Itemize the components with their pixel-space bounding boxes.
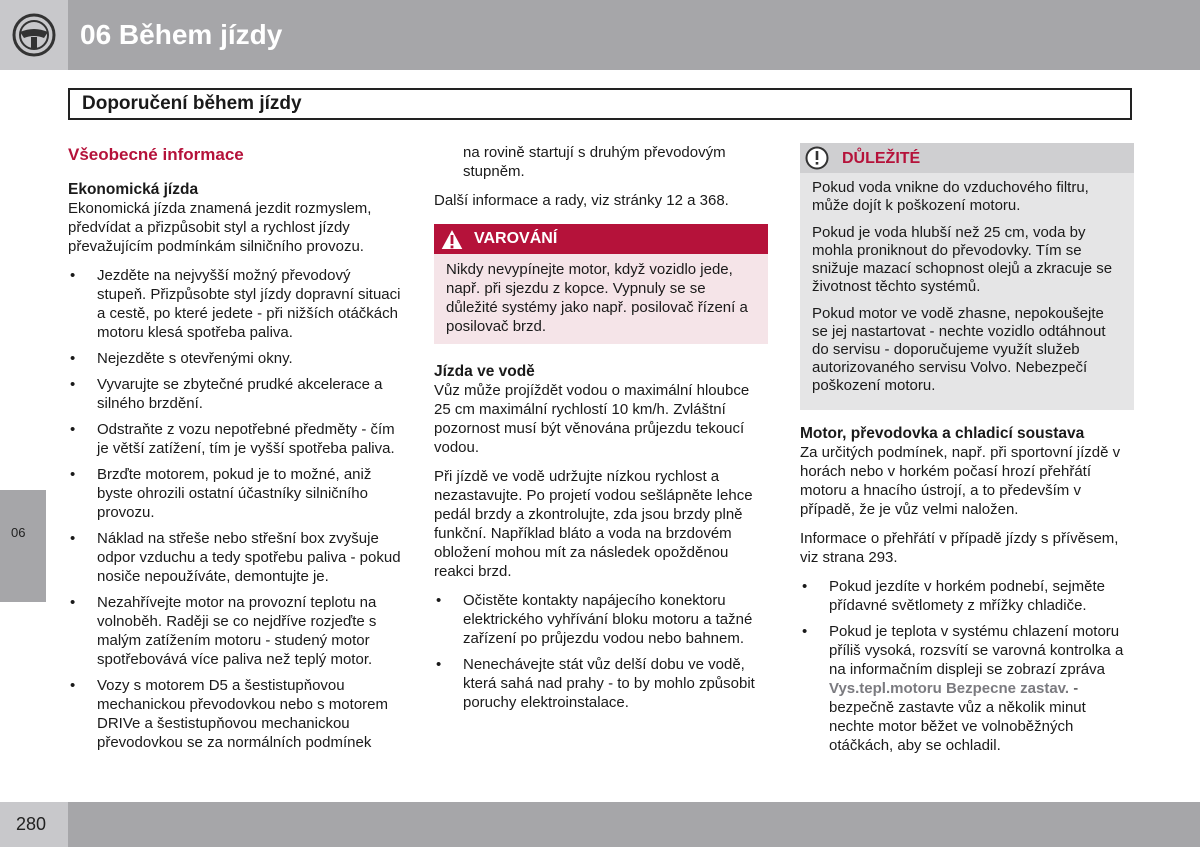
display-message: Vys.tepl.motoru Bezpecne zastav.	[829, 680, 1070, 697]
paragraph-continuation: na rovině startují s druhým převodovým stupněm.	[463, 144, 726, 180]
chapter-icon-box	[0, 0, 68, 70]
list-item: • Očistěte kontakty napájecího konektoru elektrického vyhřívání bloku motoru a tažné zařízení po průjezdu vodou nebo bahnem.	[434, 591, 768, 648]
footer-bar	[0, 802, 1200, 847]
important-paragraph: Pokud motor ve vodě zhasne, nepokoušejte se jej nastartovat - nechte vozidlo odtáhnout do servisu - doporučujeme využít služeb autorizovaného servisu Volvo. Nebezpečí poškození motoru.	[812, 305, 1106, 394]
important-paragraph: Pokud je voda hlubší než 25 cm, voda by mohla proniknout do převodovky. Tím se snižuje mazací schopnost olejů a zkracuje se životnost těchto systémů.	[812, 224, 1113, 295]
list-item: • Vozy s motorem D5 a šestistupňovou mechanickou převodovkou nebo s motorem DRIVe a šestistupňovou mechanickou převodovkou se za normálních podmínek	[68, 676, 402, 752]
bullet-text: Pokud je teplota v systému chlazení motoru příliš vysoká, rozsvítí se varovná kontrolka a na informačním displeji se zobrazí zpráva	[829, 623, 1124, 678]
paragraph-engine-1: Za určitých podmínek, např. při sportovní jízdě v horách nebo v horkém počasí hrozí přehřátí motoru a hnacího ústrojí, a to především v případě, že je vůz velmi naložen.	[800, 444, 1121, 518]
header-bar	[0, 0, 1200, 70]
important-box	[800, 143, 1134, 410]
heading-general-info: Všeobecné informace	[68, 145, 244, 164]
list-item: • Náklad na střeše nebo střešní box zvyšuje odpor vzduchu a tedy spotřebu paliva - pokud nosiče nepoužíváte, demontujte je.	[68, 529, 402, 586]
list-item: • Jezděte na nejvyšší možný převodový stupeň. Přizpůsobte styl jízdy dopravní situaci a cestě, po které jedete - při nižších otáčkách motoru klesá spotřeba paliva.	[68, 266, 402, 342]
warning-triangle-icon	[438, 226, 466, 252]
steering-wheel-icon	[11, 12, 57, 58]
page-number: 280	[16, 814, 47, 834]
water-tips-list	[434, 591, 768, 712]
paragraph-engine-2: Informace o přehřátí v případě jízdy s přívěsem, viz strana 293.	[800, 530, 1119, 566]
column-middle	[434, 143, 768, 719]
exclamation-icon	[805, 146, 829, 170]
warning-box	[434, 224, 768, 344]
section-title-box	[68, 88, 1132, 120]
important-header	[800, 143, 1134, 173]
section-title: Doporučení během jízdy	[82, 93, 302, 114]
important-paragraph: Pokud voda vnikne do vzduchového filtru, může dojít k poškození motoru.	[812, 179, 1089, 214]
column-right	[800, 143, 1134, 762]
list-item: • Nejezděte s otevřenými okny.	[68, 349, 402, 368]
page-number-box	[0, 802, 68, 847]
chapter-side-tab	[0, 490, 46, 602]
important-body	[800, 173, 1134, 410]
side-tab-label: 06	[11, 525, 26, 540]
list-item: • Odstraňte z vozu nepotřebné předměty - čím je větší zatížení, tím je vyšší spotřeba paliva.	[68, 420, 402, 458]
paragraph-water-1: Vůz může projíždět vodou o maximální hloubce 25 cm maximální rychlostí 10 km/h. Zvláštní pozornost musí být věnována průjezdu tekoucí vodou.	[434, 382, 750, 456]
warning-text: Nikdy nevypínejte motor, když vozidlo jede, např. při sjezdu z kopce. Vypnuly se se důležité systémy jako např. posilovač řízení a posilovač brzd.	[446, 261, 748, 335]
warning-header	[434, 224, 768, 254]
subheading-engine-cooling: Motor, převodovka a chladicí soustava	[800, 425, 1085, 442]
important-title: DŮLEŽITÉ	[842, 150, 921, 167]
eco-tips-list	[68, 266, 402, 752]
chapter-title: 06 Během jízdy	[80, 19, 283, 50]
bullet-text: - bezpečně zastavte vůz a několik minut nechte motor běžet ve volnoběžných otáčkách, aby se ochladil.	[829, 680, 1086, 754]
warning-title: VAROVÁNÍ	[474, 230, 558, 247]
paragraph-eco-intro: Ekonomická jízda znamená jezdit rozmyslem, předvídat a přizpůsobit styl a rychlost jízdy převažujícím podmínkám silničního provozu.	[68, 200, 372, 255]
subheading-eco-driving: Ekonomická jízda	[68, 181, 199, 198]
list-item: • Vyvarujte se zbytečné prudké akcelerace a silného brzdění.	[68, 375, 402, 413]
list-item: • Pokud jezdíte v horkém podnebí, sejměte přídavné světlomety z mřížky chladiče.	[800, 577, 1134, 615]
list-item	[800, 622, 1134, 755]
cooling-tips-list	[800, 577, 1134, 755]
paragraph-more-info: Další informace a rady, viz stránky 12 a 368.	[434, 192, 729, 209]
list-item: • Nenechávejte stát vůz delší dobu ve vodě, která sahá nad prahy - to by mohlo způsobit poruchy elektroinstalace.	[434, 655, 768, 712]
list-item: • Brzďte motorem, pokud je to možné, aniž byste ohrozili ostatní účastníky silničního provozu.	[68, 465, 402, 522]
column-left	[68, 143, 402, 759]
subheading-water-driving: Jízda ve vodě	[434, 363, 535, 380]
paragraph-water-2: Při jízdě ve vodě udržujte nízkou rychlost a nezastavujte. Po projetí vodou sešlápněte lehce pedál brzdy a zkontrolujte, zda jsou brzdy plně funkční. Například bláto a voda na brzdovém obložení mohou mít za následek opožděnou reakci brzd.	[434, 468, 753, 580]
list-item: • Nezahřívejte motor na provozní teplotu na volnoběh. Raději se co nejdříve rozjeďte s malým zatížením motoru - studený motor spotřebovává více paliva než teplý motor.	[68, 593, 402, 669]
